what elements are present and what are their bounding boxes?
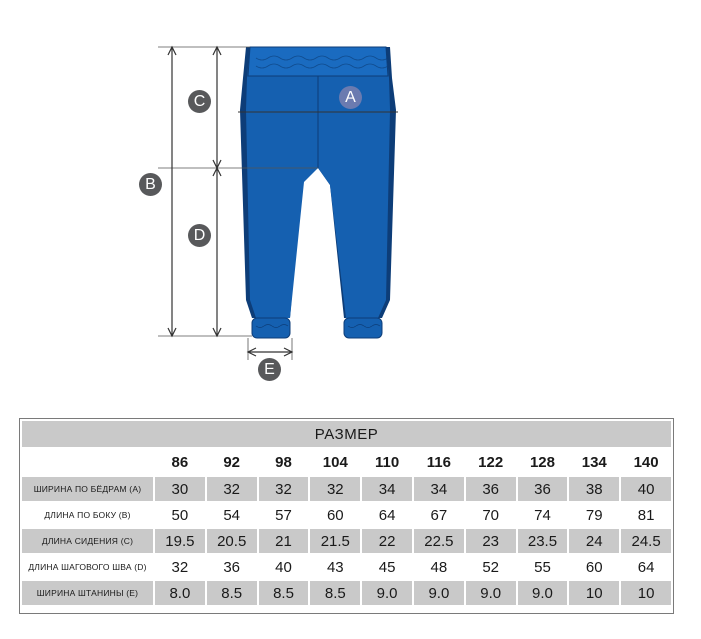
value-cell: 79 bbox=[568, 502, 620, 528]
size-header: РАЗМЕР bbox=[21, 420, 672, 448]
value-cell: 22.5 bbox=[413, 528, 465, 554]
size-cell: 92 bbox=[206, 448, 258, 476]
table-row bbox=[21, 580, 672, 606]
value-cell: 60 bbox=[309, 502, 361, 528]
value-cell: 34 bbox=[413, 476, 465, 502]
table-row bbox=[21, 476, 672, 502]
value-cell: 32 bbox=[206, 476, 258, 502]
value-cell: 36 bbox=[465, 476, 517, 502]
size-cell: 110 bbox=[361, 448, 413, 476]
size-cell: 122 bbox=[465, 448, 517, 476]
value-cell: 40 bbox=[258, 554, 310, 580]
left-cuff bbox=[252, 318, 290, 338]
value-cell: 10 bbox=[620, 580, 672, 606]
value-cell: 70 bbox=[465, 502, 517, 528]
size-cell: 86 bbox=[154, 448, 206, 476]
value-cell: 8.0 bbox=[154, 580, 206, 606]
value-cell: 8.5 bbox=[206, 580, 258, 606]
table-row bbox=[21, 554, 672, 580]
right-cuff bbox=[344, 318, 382, 338]
value-cell: 9.0 bbox=[361, 580, 413, 606]
row-label: ШИРИНА ПО БЁДРАМ (A) bbox=[21, 476, 154, 502]
value-cell: 81 bbox=[620, 502, 672, 528]
value-cell: 40 bbox=[620, 476, 672, 502]
value-cell: 9.0 bbox=[517, 580, 569, 606]
size-table bbox=[20, 419, 673, 607]
corner-cell bbox=[21, 448, 154, 476]
size-cell: 140 bbox=[620, 448, 672, 476]
value-cell: 9.0 bbox=[413, 580, 465, 606]
label-c: C bbox=[188, 90, 211, 113]
value-cell: 36 bbox=[206, 554, 258, 580]
value-cell: 32 bbox=[154, 554, 206, 580]
row-label: ШИРИНА ШТАНИНЫ (E) bbox=[21, 580, 154, 606]
value-cell: 64 bbox=[361, 502, 413, 528]
size-cell: 134 bbox=[568, 448, 620, 476]
value-cell: 30 bbox=[154, 476, 206, 502]
value-cell: 57 bbox=[258, 502, 310, 528]
value-cell: 64 bbox=[620, 554, 672, 580]
value-cell: 55 bbox=[517, 554, 569, 580]
value-cell: 52 bbox=[465, 554, 517, 580]
value-cell: 21.5 bbox=[309, 528, 361, 554]
value-cell: 10 bbox=[568, 580, 620, 606]
value-cell: 38 bbox=[568, 476, 620, 502]
size-cell: 128 bbox=[517, 448, 569, 476]
value-cell: 74 bbox=[517, 502, 569, 528]
row-label: ДЛИНА ПО БОКУ (B) bbox=[21, 502, 154, 528]
size-cell: 116 bbox=[413, 448, 465, 476]
value-cell: 60 bbox=[568, 554, 620, 580]
value-cell: 20.5 bbox=[206, 528, 258, 554]
value-cell: 19.5 bbox=[154, 528, 206, 554]
value-cell: 32 bbox=[258, 476, 310, 502]
value-cell: 32 bbox=[309, 476, 361, 502]
label-d: D bbox=[188, 224, 211, 247]
size-cell: 104 bbox=[309, 448, 361, 476]
value-cell: 34 bbox=[361, 476, 413, 502]
value-cell: 36 bbox=[517, 476, 569, 502]
value-cell: 21 bbox=[258, 528, 310, 554]
value-cell: 45 bbox=[361, 554, 413, 580]
table-header-row bbox=[21, 420, 672, 448]
value-cell: 50 bbox=[154, 502, 206, 528]
value-cell: 8.5 bbox=[309, 580, 361, 606]
value-cell: 8.5 bbox=[258, 580, 310, 606]
value-cell: 43 bbox=[309, 554, 361, 580]
value-cell: 54 bbox=[206, 502, 258, 528]
row-label: ДЛИНА ШАГОВОГО ШВА (D) bbox=[21, 554, 154, 580]
value-cell: 23.5 bbox=[517, 528, 569, 554]
value-cell: 67 bbox=[413, 502, 465, 528]
value-cell: 48 bbox=[413, 554, 465, 580]
size-cell: 98 bbox=[258, 448, 310, 476]
label-e: E bbox=[258, 358, 281, 381]
label-a: A bbox=[339, 86, 362, 109]
label-b: B bbox=[139, 173, 162, 196]
value-cell: 22 bbox=[361, 528, 413, 554]
sizes-row bbox=[21, 448, 672, 476]
value-cell: 24 bbox=[568, 528, 620, 554]
value-cell: 24.5 bbox=[620, 528, 672, 554]
value-cell: 23 bbox=[465, 528, 517, 554]
table-row bbox=[21, 528, 672, 554]
table-row bbox=[21, 502, 672, 528]
waistband bbox=[248, 47, 388, 76]
row-label: ДЛИНА СИДЕНИЯ (C) bbox=[21, 528, 154, 554]
value-cell: 9.0 bbox=[465, 580, 517, 606]
